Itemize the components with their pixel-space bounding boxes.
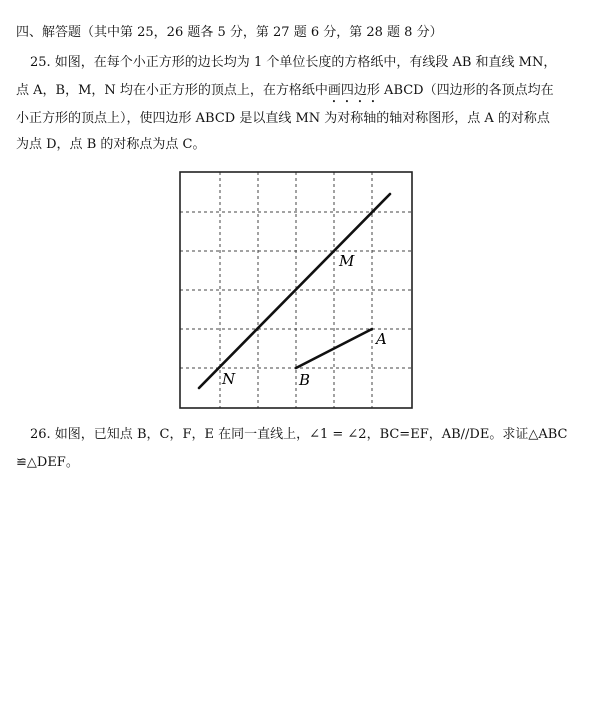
label-m: M <box>339 252 355 270</box>
grid-figure <box>170 162 432 418</box>
q26-line-1: 26. 如图，已知点 B，C，F，E 在同一直线上，∠1 = ∠2，BC=EF，AB//DE。求证△ABC <box>30 427 568 442</box>
line-mn <box>199 194 390 388</box>
q25-line-2-pre: 点 A，B，M，N 均在小正方形的顶点上，在方格纸中 <box>16 83 328 98</box>
section-heading: 四、解答题（其中第 25，26 题各 5 分，第 27 题 6 分，第 28 题 8 分） <box>16 25 443 40</box>
label-a: A <box>376 330 387 348</box>
q26-line-2: ≌△DEF。 <box>16 455 79 470</box>
q25-line-1: 25. 如图，在每个小正方形的边长均为 1 个单位长度的方格纸中，有线段 AB 和直线 MN， <box>30 55 557 70</box>
q25-line-2 <box>16 82 554 106</box>
q25-emphasis-text: 画四边形 <box>327 83 380 98</box>
label-b: B <box>299 371 311 389</box>
q25-line-2-post: ABCD（四边形的各顶点均在 <box>379 83 554 98</box>
label-n: N <box>222 370 236 388</box>
q25-line-3: 小正方形的顶点上），使四边形 ABCD 是以直线 MN 为对称轴的轴对称图形，点 A 的对称点 <box>16 111 550 126</box>
q25-line-4: 为点 D，点 B 的对称点为点 C。 <box>16 137 206 152</box>
